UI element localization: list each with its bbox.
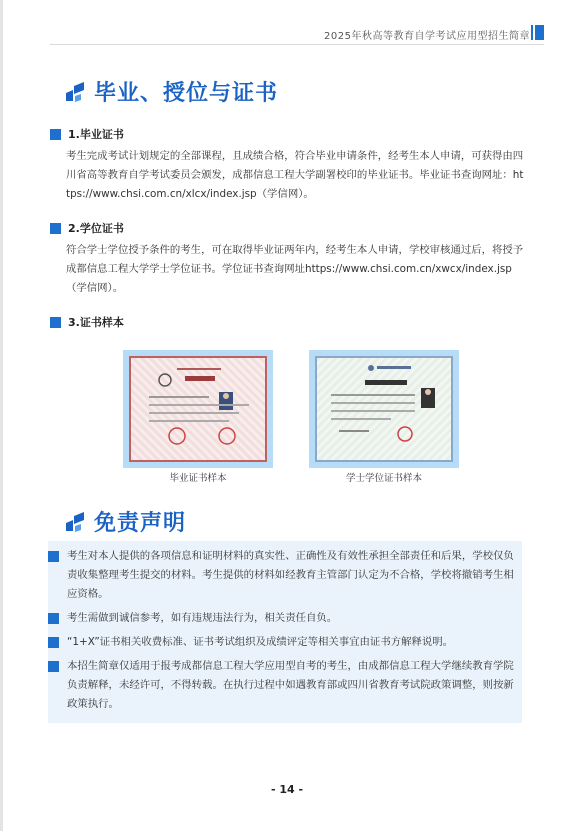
certificate-artwork <box>317 358 453 460</box>
square-bullet-icon <box>48 637 59 648</box>
sub-heading-text: 2.学位证书 <box>68 222 124 235</box>
graduation-section-title <box>64 76 278 107</box>
header-rule <box>50 44 544 45</box>
header-accent-bar <box>535 25 544 40</box>
disclaimer-text: “1+X”证书相关收费标准、证书考试组织及成绩评定等相关事宜由证书方解释说明。 <box>67 636 454 648</box>
certificate-artwork <box>131 358 267 460</box>
disclaimer-text: 本招生简章仅适用于报考成都信息工程大学应用型自考的考生，由成都信息工程大学继续教育学院负责解释，未经许可，不得转载。在执行过程中如遇教育部或四川省教育考试院政策调整，则按新政策执行。 <box>67 660 514 710</box>
square-bullet-icon <box>48 613 59 624</box>
degree-certificate-image <box>309 350 459 468</box>
square-bullet-icon <box>48 661 59 672</box>
disclaimer-text: 考生对本人提供的各项信息和证明材料的真实性、正确性及有效性承担全部责任和后果，学校仅负责收集整理考生提交的材料。考生提供的材料如经教育主管部门认定为不合格，学校将撤销考生相应资格。 <box>67 550 514 600</box>
degree-certificate-sample <box>315 356 453 462</box>
disclaimer-item <box>48 547 517 604</box>
sub-heading-degree <box>50 220 124 236</box>
sub-heading-samples <box>50 314 124 330</box>
square-bullet-icon <box>50 129 61 140</box>
graduation-certificate-sample <box>129 356 267 462</box>
disclaimer-item <box>48 633 517 652</box>
sub-heading-text: 3.证书样本 <box>68 316 124 329</box>
square-bullet-icon <box>50 223 61 234</box>
disclaimer-section-title <box>64 506 186 537</box>
sub-heading-graduation <box>50 126 124 142</box>
page-number: - 14 - <box>270 783 304 796</box>
section-title-text: 毕业、授位与证书 <box>94 81 279 106</box>
header-accent-thin <box>531 25 533 40</box>
header-title: 2025年秋高等教育自学考试应用型招生简章 <box>324 31 530 42</box>
degree-certificate-caption: 学士学位证书样本 <box>345 473 422 484</box>
square-bullet-icon <box>48 551 59 562</box>
disclaimer-text: 考生需做到诚信参考，如有违规违法行为，相关责任自负。 <box>67 612 338 624</box>
section-bullet-icon <box>64 511 86 533</box>
disclaimer-item <box>48 609 517 628</box>
graduation-certificate-caption: 毕业证书样本 <box>169 473 227 484</box>
square-bullet-icon <box>50 317 61 328</box>
graduation-certificate-text: 考生完成考试计划规定的全部课程，且成绩合格，符合毕业申请条件，经考生本人申请，可获得由四川省高等教育自学考试委员会颁发，成都信息工程大学副署校印的毕业证书。毕业证书查询网址：https://www.chsi.com.cn/xlcx/index.jsp（学信网）。 <box>66 150 524 200</box>
page-left-border <box>0 0 3 831</box>
section-title-text: 免责声明 <box>94 511 187 536</box>
sub-heading-text: 1.毕业证书 <box>68 128 124 141</box>
degree-certificate-text: 符合学士学位授予条件的考生，可在取得毕业证两年内，经考生本人申请，学校审核通过后，将授予成都信息工程大学学士学位证书。学位证书查询网址https://www.chsi.com.cn/xwcx/index.jsp（学信网）。 <box>66 244 524 294</box>
section-bullet-icon <box>64 81 86 103</box>
disclaimer-item <box>48 657 517 714</box>
disclaimer-box <box>48 541 522 723</box>
graduation-certificate-image <box>123 350 273 468</box>
